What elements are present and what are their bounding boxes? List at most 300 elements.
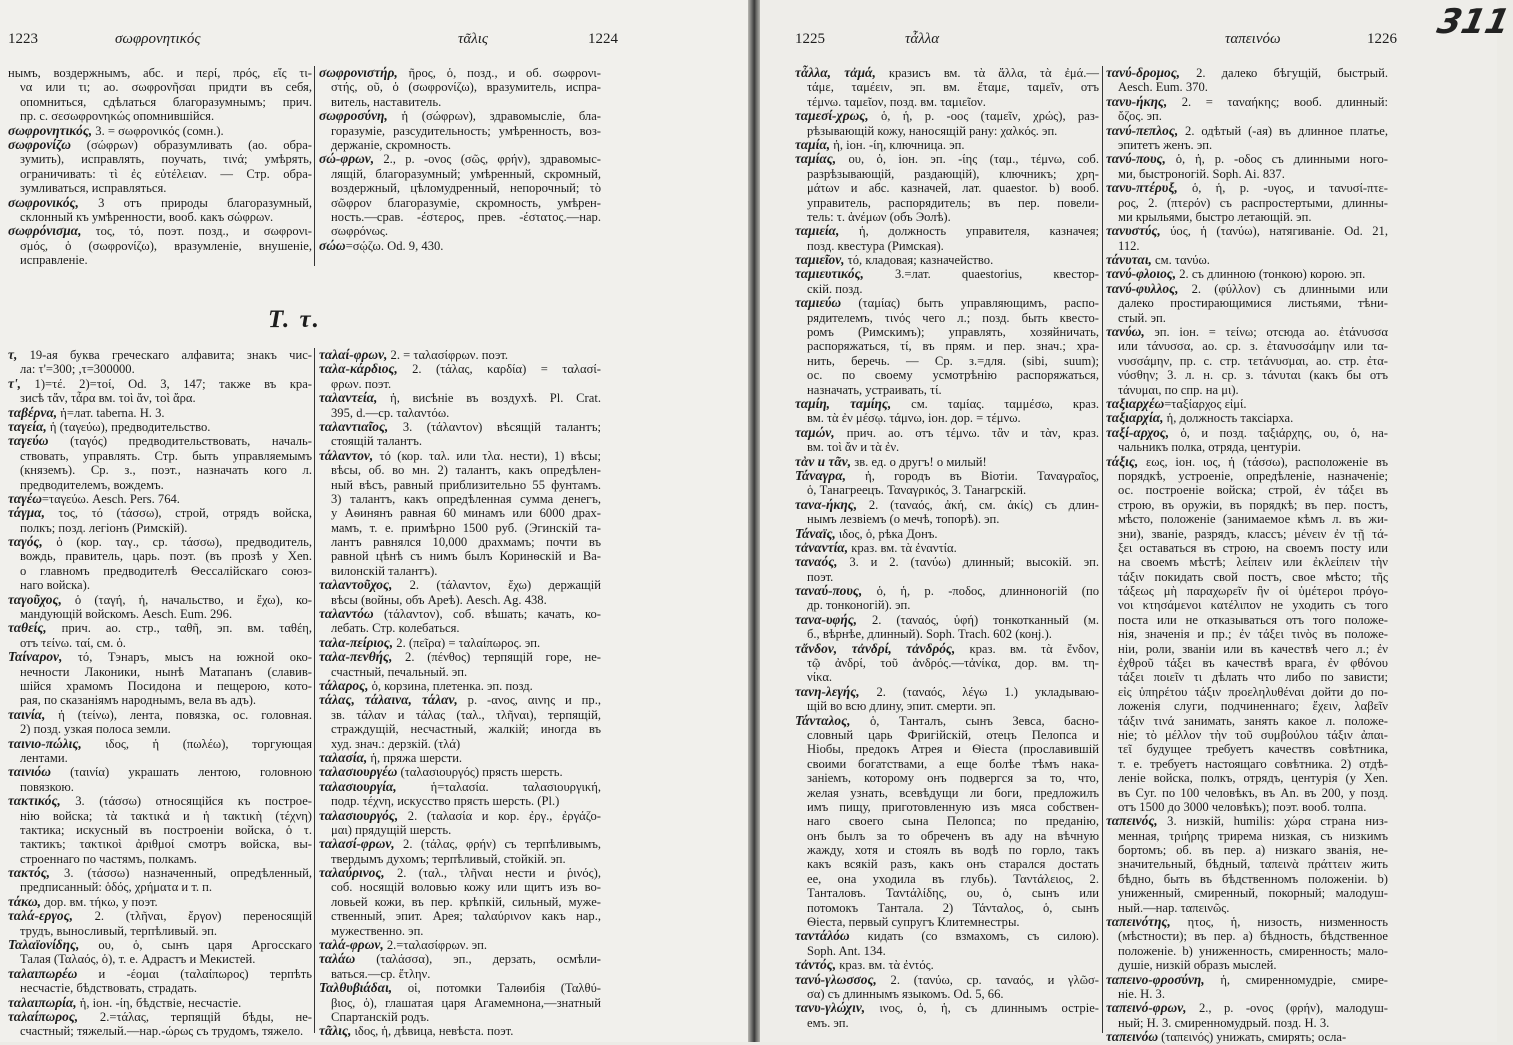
- entry-line: [319, 492, 601, 506]
- entry-line: [319, 95, 601, 109]
- dictionary-entry: [8, 909, 312, 923]
- entry-text: ность.—срав. -έστερος, прев. -έστατος.—нар.: [331, 209, 601, 224]
- entry-text: шійся храмомъ Посидона и пещерою, кото-: [20, 678, 312, 693]
- headword: ταλασιουργία,: [319, 778, 397, 794]
- dictionary-entry: [319, 693, 601, 707]
- column-bottom-2: [319, 348, 601, 1039]
- entry-line: [319, 880, 601, 894]
- entry-text: σμός, ὁ (σωφρονίζω), вразумленіе, внушеніе,: [20, 238, 312, 253]
- dictionary-entry: [795, 498, 1099, 512]
- entry-text: νυσσάμην, пр. с. стр. τετάνυσμαι, ао. стр. ἐτα-: [1118, 353, 1388, 368]
- entry-text: ἡ, іон. -ίη, бѣдствіе, несчастіе.: [76, 995, 242, 1010]
- headword: ταγέω: [8, 490, 42, 506]
- headword: Ταλθυβιάδαι,: [319, 980, 393, 996]
- entry-text: емъ. эп.: [807, 1015, 849, 1030]
- entry-text: словный царь Фригійскій, отецъ Пелопса и: [807, 727, 1099, 742]
- entry-text: νίκα.: [807, 670, 833, 685]
- entry-line: [319, 535, 601, 549]
- headword: ταβέρνα,: [8, 404, 58, 420]
- headword: ταλαίπωρος,: [8, 1008, 79, 1024]
- dictionary-entry: [8, 406, 312, 420]
- entry-text: ἡ=ταλασία. ταλασιουργική,: [396, 779, 601, 794]
- entry-line: [1106, 512, 1388, 526]
- entry-text: б., вѣрнѣе, длинный). Soph. Trach. 602 (конj.).: [807, 627, 1052, 642]
- dictionary-entry: [1106, 973, 1388, 987]
- entry-text: 2. (πένθος) терпящій горе, не-: [392, 650, 601, 665]
- entry-line: [1106, 196, 1388, 210]
- entry-text: мужественно. эп.: [331, 923, 424, 938]
- entry-line: [8, 665, 312, 679]
- entry-text: воздержный, цѣломудренный, непорочный; τὸ: [331, 181, 601, 196]
- entry-line: [319, 167, 601, 181]
- entry-line: [8, 80, 312, 94]
- entry-text: ὁ, ἡ, р. -οος (ταμεῖν, χρώς), раз-: [868, 109, 1099, 124]
- entry-line: [1106, 80, 1388, 94]
- headword: σωφροσύνη,: [319, 108, 388, 124]
- headword: Ταίναρον,: [8, 649, 63, 665]
- entry-line: [8, 449, 312, 463]
- entry-text: ἡ, должность таксіарха.: [1163, 411, 1294, 426]
- entry-text: 3.=лат. quaestorius, квестор-: [863, 267, 1099, 282]
- entry-text: ξει оставаться въ строю, на своемъ посту или: [1118, 540, 1388, 555]
- entry-line: [1106, 656, 1388, 670]
- entry-line: [1106, 339, 1388, 353]
- entry-text: σῶφρον благоразуміе, скромность, умѣрен-: [331, 195, 601, 210]
- headword: σωφρονητικός,: [8, 122, 93, 138]
- entry-text: ἡ, должность управителя, казначея;: [839, 224, 1099, 239]
- entry-text: повязкою.: [20, 779, 74, 794]
- entry-line: [319, 895, 601, 909]
- entry-text: ου, ὁ, іон. эп. -ίης (ταμ., τέμνω, соб.: [836, 152, 1099, 167]
- entry-text: νύσθην; 3. л. н. ср. з. τάνυται (какъ бы отъ: [1118, 368, 1388, 383]
- dictionary-entry: [319, 952, 601, 966]
- dictionary-entry: [8, 138, 312, 152]
- entry-text: 2. (τάλας, φρήν) съ терпѣливымъ,: [394, 837, 601, 852]
- dictionary-entry: [795, 138, 1099, 152]
- dictionary-entry: [8, 224, 312, 238]
- headword: ταλά-εργος,: [8, 908, 73, 924]
- dictionary-entry: [319, 391, 601, 405]
- dictionary-entry: [795, 426, 1099, 440]
- headword: ταξί-αρχος,: [1106, 424, 1170, 440]
- column-rule: [314, 348, 315, 1033]
- entry-line: [1106, 987, 1388, 1001]
- entry-text: ου, ὁ, сынъ царя Аргосскаго: [79, 938, 312, 953]
- dictionary-entry: [1106, 124, 1388, 138]
- entry-line: [8, 809, 312, 823]
- dictionary-entry: [8, 794, 312, 808]
- entry-line: [795, 670, 1099, 684]
- entry-line: [1106, 584, 1388, 598]
- entry-line: [319, 708, 601, 722]
- entry-text: τάξιν τινά занимать, занять какое л. положе-: [1118, 713, 1388, 728]
- entry-text: заніемъ, которому онъ подвергся за то, что,: [807, 771, 1099, 786]
- entry-line: [1106, 469, 1388, 483]
- entry-line: [795, 829, 1099, 843]
- entry-text: 2. (ταλ., τλῆναι нести и ῥινός),: [384, 866, 601, 881]
- dictionary-entry: [795, 613, 1099, 627]
- entry-text: τῷ ἀνδρί, τοῦ ἀνδρός.—τἀνίκα, дор. вм. τη-: [807, 656, 1099, 671]
- entry-text: см. τανύω.: [1151, 253, 1210, 268]
- entry-text: желая узнать, всевѣдущи ли боги, предложилъ: [807, 785, 1099, 800]
- dictionary-entry: [795, 929, 1099, 943]
- entry-text: мандующій войскомъ. Aesch. Eum. 296.: [20, 607, 233, 622]
- headword: τ',: [8, 375, 22, 391]
- entry-text: ее, она уходила въ глубь). Ταντάλειος, 2.: [807, 871, 1099, 886]
- entry-line: [1106, 886, 1388, 900]
- entry-line: [8, 521, 312, 535]
- entry-text: (ταλάσσα), эп., дерзать, осмѣли-: [355, 952, 601, 967]
- entry-text: 2. (τάλαντον, ἔχω) держащій: [392, 578, 601, 593]
- entry-line: [8, 823, 312, 837]
- dictionary-entry: [795, 714, 1099, 728]
- entry-text: чальникъ полка, отряда, центуріи.: [1118, 440, 1301, 455]
- running-head-right: τᾶλις: [458, 31, 488, 47]
- headword: σωφρονικός,: [8, 194, 79, 210]
- entry-text: τάμε, ταμέειν, эп. вм. ἔταμε, ταμεῖν, отъ: [807, 80, 1099, 95]
- entry-line: [1106, 167, 1388, 181]
- dictionary-entry: [319, 348, 601, 362]
- entry-text: нымъ лезвіемъ (о мечѣ, топорѣ). эп.: [807, 512, 1000, 527]
- entry-text: порядкѣ, устроеніе, опредѣленіе, назначеніе;: [1118, 468, 1388, 483]
- entry-text: на своемъ мѣстѣ; λείπειν или ἐκλείπειν τὴν: [1118, 555, 1388, 570]
- handwritten-page-number: 311: [1433, 2, 1513, 42]
- entry-line: [1106, 901, 1388, 915]
- dictionary-entry: [8, 621, 312, 635]
- entry-text: др. тонконогій). эп.: [807, 598, 911, 613]
- entry-text: ствовать, управлять. Стр. быть управляемымъ: [20, 448, 312, 463]
- entry-line: [795, 944, 1099, 958]
- entry-text: εἰς ὑπηρέτου τάξιν προεληλυθέναι дойти до по-: [1118, 684, 1388, 699]
- headword: τάλας, τάλαινα, τάλαν,: [319, 692, 458, 708]
- headword: τανυ-ήκης,: [1106, 93, 1168, 109]
- entry-text: τό, Тэнаръ, мысъ на южной око-: [62, 650, 312, 665]
- entry-text: ограничивать: τὶ ἐς εὐτέλειαν. — Стр. обра-: [20, 166, 312, 181]
- entry-line: [1106, 368, 1388, 382]
- entry-text: зв. ед. о другъ! о милый!: [851, 454, 987, 469]
- entry-text: ос. построеніе войска; строй, ἐν τάξει въ: [1118, 483, 1388, 498]
- headword: ταλασιουργέω: [319, 764, 398, 780]
- entry-line: [795, 411, 1099, 425]
- entry-text: 2. (τλῆναι, ἔργον) переносящій: [72, 909, 312, 924]
- entry-line: [1106, 138, 1388, 152]
- dictionary-entry: [795, 253, 1099, 267]
- entry-text: ніи, роли, званіи или въ качествѣ чего л.; ἐν: [1118, 641, 1388, 656]
- entry-text: να или τι; ао. σωφρονῆσαι придти въ себя,: [20, 80, 312, 95]
- entry-text: витель, наставитель.: [331, 94, 442, 109]
- entry-line: [319, 434, 601, 448]
- headword: ταμίας,: [795, 151, 837, 167]
- dictionary-entry: [1106, 282, 1388, 296]
- entry-line: [8, 167, 312, 181]
- entry-text: ніе; τὸ μέλλον τὴν τοῦ συμβούλου τάξιν ἀπαι-: [1118, 727, 1388, 742]
- entry-line: [1106, 527, 1388, 541]
- headword: ταπεινός,: [1106, 813, 1158, 829]
- entry-line: [319, 478, 601, 492]
- entry-line: [319, 621, 601, 635]
- entry-text: кидать (со взмахомъ, съ силою).: [849, 929, 1099, 944]
- entry-text: ос. по своему усмотрѣнію распоряжаться,: [807, 368, 1099, 383]
- entry-line: [1106, 354, 1388, 368]
- entry-text: стоящій талантъ.: [331, 434, 422, 449]
- entry-text: краз. вм. τὰ ἔνδον,: [955, 641, 1099, 656]
- entry-line: [795, 786, 1099, 800]
- entry-line: [1106, 555, 1388, 569]
- entry-line: [795, 915, 1099, 929]
- headword: τανύ-φλοιος,: [1106, 266, 1177, 282]
- entry-line: [319, 80, 601, 94]
- headword: ταλασία,: [319, 749, 368, 765]
- letter-heading: Τ. τ.: [268, 306, 321, 333]
- entry-line: [8, 239, 312, 253]
- entry-line: [1106, 498, 1388, 512]
- entry-line: [1106, 742, 1388, 756]
- entry-line: [319, 794, 601, 808]
- dictionary-entry: [319, 420, 601, 434]
- entry-text: худ. знач.: дерзкій. (τλά): [331, 736, 461, 751]
- headword: ταθείς,: [8, 620, 47, 636]
- entry-line: [1106, 728, 1388, 742]
- entry-text: строеннаго по частямъ, полкамъ.: [20, 851, 197, 866]
- entry-line: [319, 564, 601, 578]
- entry-text: εως, іон. ιος, ἡ (τάσσω), расположеніе въ: [1138, 454, 1388, 469]
- headword: τάνυται,: [1106, 252, 1152, 268]
- entry-line: [795, 124, 1099, 138]
- entry-text: скій. позд.: [807, 281, 863, 296]
- entry-line: [795, 483, 1099, 497]
- entry-text: своими богатствами, а еще болѣе тѣмъ нака-: [807, 756, 1099, 771]
- entry-text: у Аѳинянъ равная 60 минамъ или 6000 драх-: [331, 506, 601, 521]
- entry-text: разрѣзывающій, раздающій), ключникъ; χρη-: [807, 166, 1099, 181]
- entry-line: [1106, 598, 1388, 612]
- headword: τανυ-γλώχιν,: [795, 1000, 866, 1016]
- dictionary-entry: [8, 1010, 312, 1024]
- entry-text: σα) съ длиннымъ языкомъ. Od. 5, 66.: [807, 987, 1004, 1001]
- entry-line: [319, 852, 601, 866]
- entry-text: Aesch. Eum. 370.: [1118, 80, 1208, 95]
- entry-line: [1106, 944, 1388, 958]
- entry-line: [795, 440, 1099, 454]
- entry-text: нію войска; τὰ τακτικά и ἡ τακτικὴ (τέχνη): [20, 808, 312, 823]
- entry-text: 2. = ταναήκης; вооб. длинный:: [1167, 94, 1388, 109]
- dictionary-entry: [1106, 66, 1388, 80]
- entry-text: рая, по сказаніямъ народнымъ, вела въ адъ).: [20, 693, 257, 708]
- entry-text: опомниться, сдѣлаться благоразумнымъ; прич.: [20, 94, 312, 109]
- entry-text: 3. (τάλαντον) вѣсящій талантъ;: [388, 419, 601, 434]
- entry-text: бѣдно, быть въ бѣдственномъ положеніи. b): [1118, 871, 1388, 886]
- entry-line: [319, 124, 601, 138]
- entry-line: [319, 506, 601, 520]
- entry-text: =ταγεύω. Aesch. Pers. 764.: [41, 491, 180, 506]
- dictionary-entry: [8, 492, 312, 506]
- entry-text: 2. (τάλας, καρδία) = ταλασί-: [397, 362, 601, 377]
- dictionary-entry: [8, 348, 312, 362]
- entry-line: [1106, 642, 1388, 656]
- headword: ταγεία,: [8, 418, 47, 434]
- entry-text: ἡ, іон. -ίη, ключница. эп.: [830, 137, 965, 152]
- entry-text: бортомъ; об. въ пер. a) низкаго званія, не-: [1118, 843, 1388, 858]
- dictionary-entry: [319, 1024, 601, 1038]
- entry-text: униженный, смиренный, покорный; малодуш-: [1118, 886, 1388, 901]
- entry-text: οἱ, потомки Талѳибія (Ταλθύ-: [392, 981, 601, 996]
- dictionary-entry: [8, 593, 312, 607]
- dictionary-entry: [1106, 814, 1388, 828]
- entry-line: [1106, 829, 1388, 843]
- headword: ταλαί-φρων,: [319, 347, 388, 362]
- entry-text: счастный, печальный. эп.: [331, 664, 468, 679]
- entry-text: наго войска).: [20, 578, 90, 593]
- headword: ταλαντιαῖος,: [319, 418, 389, 434]
- entry-text: σωφρόνως.: [331, 224, 389, 239]
- entry-text: вм. τὰ ἐν μέσῳ. τάμνω, іон. дор. = τέμνω.: [807, 411, 1021, 426]
- running-head-right: ταπεινόω: [1225, 31, 1281, 47]
- entry-text: τεῖ будущее требуетъ качествъ совѣтника,: [1118, 742, 1388, 757]
- headword: τανα-υφής,: [795, 611, 858, 627]
- entry-text: νοι κτησάμενοι κατέλιπον не уходить съ того: [1118, 598, 1388, 613]
- entry-text: отъ τείνω. ταί, см. ὁ.: [20, 635, 126, 650]
- entry-line: [795, 1016, 1099, 1030]
- dictionary-entry: [8, 535, 312, 549]
- entry-text: мѣсто, положеніе (занимаемое кѣмъ л. въ жи-: [1118, 512, 1388, 527]
- entry-line: [319, 909, 601, 923]
- dictionary-entry: [319, 780, 601, 794]
- entry-text: ἡ, пряжа шерсти.: [367, 750, 463, 765]
- entry-line: [8, 391, 312, 405]
- headword: τάγμα,: [8, 505, 45, 521]
- entry-text: ὄζος. эп.: [1118, 109, 1162, 124]
- headword: τανύ-πους,: [1106, 151, 1166, 167]
- dictionary-entry: [795, 109, 1099, 123]
- entry-text: отъ 1500 до 3000 человѣкъ); поэт. вооб. толпа.: [1118, 799, 1367, 814]
- headword: τανυστύς,: [1106, 223, 1161, 239]
- dictionary-entry: [8, 996, 312, 1010]
- entry-text: ὁ, ἡ, р. -οδος съ длинными ного-: [1165, 152, 1388, 167]
- entry-line: [795, 383, 1099, 397]
- entry-line: [319, 196, 601, 210]
- running-head-left: σωφρονητικός: [115, 31, 201, 47]
- dictionary-entry: [8, 866, 312, 880]
- entry-text: Танталовъ. Ταντάλίδης, ου, ὁ, сынъ или: [807, 886, 1099, 901]
- entry-text: далеко простирающимися листьями, тѣни-: [1118, 296, 1388, 311]
- headword: ταμεσί-χρως,: [795, 108, 869, 124]
- entry-line: [8, 751, 312, 765]
- headword: τἀντός,: [795, 957, 837, 973]
- entry-line: [1106, 857, 1388, 871]
- headword: τανα-ήκης,: [795, 496, 858, 512]
- entry-text: ный вѣсъ, равный приблизительно 55 фунтамъ.: [331, 477, 601, 492]
- dictionary-entry: [1106, 915, 1388, 929]
- entry-text: Ніобы, предокъ Атрея и Ѳіеста (прославившій: [807, 742, 1099, 757]
- entry-text: и -έομαι (ταλαίπωρος) терпѣть: [77, 966, 312, 981]
- entry-text: позд. квестура (Римская).: [807, 238, 944, 253]
- entry-text: ὁ, корзина, плетенка. эп. позд.: [368, 678, 533, 693]
- entry-text: страждущій, несчастный, жалкій; иногда въ: [331, 722, 601, 737]
- dictionary-entry: [1106, 1030, 1388, 1044]
- entry-text: склонный къ умѣренности, вооб. какъ σώφρων.: [20, 209, 274, 224]
- dictionary-entry: [1106, 152, 1388, 166]
- dictionary-entry: [795, 267, 1099, 281]
- dictionary-entry: [8, 938, 312, 952]
- entry-line: [795, 857, 1099, 871]
- page-number-1223: 1223: [8, 31, 38, 47]
- entry-line: [319, 521, 601, 535]
- entry-line: [795, 627, 1099, 641]
- entry-line: [1106, 210, 1388, 224]
- entry-text: τάνυμαι, по спр. на μι).: [1118, 382, 1239, 397]
- entry-line: [8, 463, 312, 477]
- entry-line: [1106, 383, 1388, 397]
- dictionary-entry: [795, 296, 1099, 310]
- entry-text: р. -ανος, αινης и пр.,: [457, 693, 601, 708]
- dictionary-entry: [319, 679, 601, 693]
- entry-text: τάξει ποιεῖν τι дѣлать что либо по зависти;: [1118, 670, 1388, 685]
- entry-text: прич. ао. отъ τέμνω. τἂν и τὰν, краз.: [834, 425, 1099, 440]
- entry-text: ρος, 2. (πτερόν) съ распростертыми, длинны-: [1118, 195, 1388, 210]
- entry-line: [1106, 296, 1388, 310]
- headword: ταλαντόω: [319, 606, 374, 622]
- entry-text: ἐχθροῦ τάξει въ качествѣ врага, ἐν φθόνου: [1118, 656, 1388, 671]
- entry-text: 3) талантъ, какъ опредѣленная сумма денегъ,: [331, 491, 601, 506]
- entry-text: Талая (Ταλαός, ὁ), т. е. Адрастъ и Мекистей.: [20, 952, 256, 967]
- dictionary-entry: [795, 469, 1099, 483]
- dictionary-entry: [795, 66, 1099, 80]
- entry-line: [795, 742, 1099, 756]
- headword: ταναύ-πους,: [795, 583, 863, 599]
- page-number-1225: 1225: [795, 31, 825, 47]
- dictionary-entry: [8, 765, 312, 779]
- headword: τανύ-πεπλος,: [1106, 122, 1179, 138]
- entry-line: [8, 549, 312, 563]
- dictionary-entry: [8, 895, 312, 909]
- entry-text: =σῴζω. Od. 9, 430.: [345, 238, 444, 253]
- headword: ταμιευτικός,: [795, 266, 864, 282]
- headword: ταμιεύω: [795, 295, 842, 311]
- headword: ταξιαρχία,: [1106, 410, 1164, 426]
- entry-text: прич. ао. стр., ταθῆ, эп. вм. ταθέη,: [46, 621, 312, 636]
- entry-text: наго своего сына Пелопса; по преданію,: [807, 814, 1099, 829]
- entry-text: ваться.—ср. ἔτλην.: [331, 966, 431, 981]
- entry-line: [319, 665, 601, 679]
- dictionary-entry: [319, 239, 601, 253]
- entry-line: [795, 210, 1099, 224]
- headword: ταλαιπωρέω: [8, 965, 78, 981]
- dictionary-entry: [319, 607, 601, 621]
- entry-text: βιος, ὁ), глашатая царя Агамемнона,—знатный: [331, 995, 601, 1010]
- entry-line: [8, 722, 312, 736]
- entry-text: потомокъ Тантала. 2) Τάνταλος, ὁ, сынъ: [807, 900, 1099, 915]
- entry-line: [319, 1010, 601, 1024]
- entry-text: лентами.: [20, 750, 68, 765]
- headword: ταγός,: [8, 534, 43, 550]
- entry-line: [8, 253, 312, 267]
- left-page: [0, 0, 752, 1042]
- entry-text: =ταξίαρχος εἰμί.: [1164, 396, 1247, 411]
- entry-text: ὁ, ἡ, р. -υγος, и τανυσί-πτε-: [1177, 181, 1388, 196]
- headword: σωφρόνισμα,: [8, 223, 82, 239]
- entry-text: ητος, ἡ, низость, низменность: [1170, 915, 1388, 930]
- entry-line: [1106, 958, 1388, 972]
- entry-text: 2. (ταναός, ἀκή, см. ἀκίς) съ длин-: [857, 497, 1099, 512]
- column-2: [1106, 66, 1388, 1045]
- entry-text: (σώφρων) образумливать (ао. обра-: [70, 137, 312, 152]
- entry-text: ιδος, ἡ (πωλέω), торгующая: [81, 736, 312, 751]
- entry-text: держаніе, скромность.: [331, 137, 452, 152]
- dictionary-entry: [795, 584, 1099, 598]
- entry-line: [319, 224, 601, 238]
- entry-text: краз. вм. τὰ ἐντός.: [836, 958, 934, 973]
- entry-text: вѣсы, об. во мн. 2) талантъ, какъ опредѣлен-: [331, 463, 601, 478]
- entry-text: ιδος, ἡ, дѣвица, невѣста. поэт.: [351, 1024, 514, 1039]
